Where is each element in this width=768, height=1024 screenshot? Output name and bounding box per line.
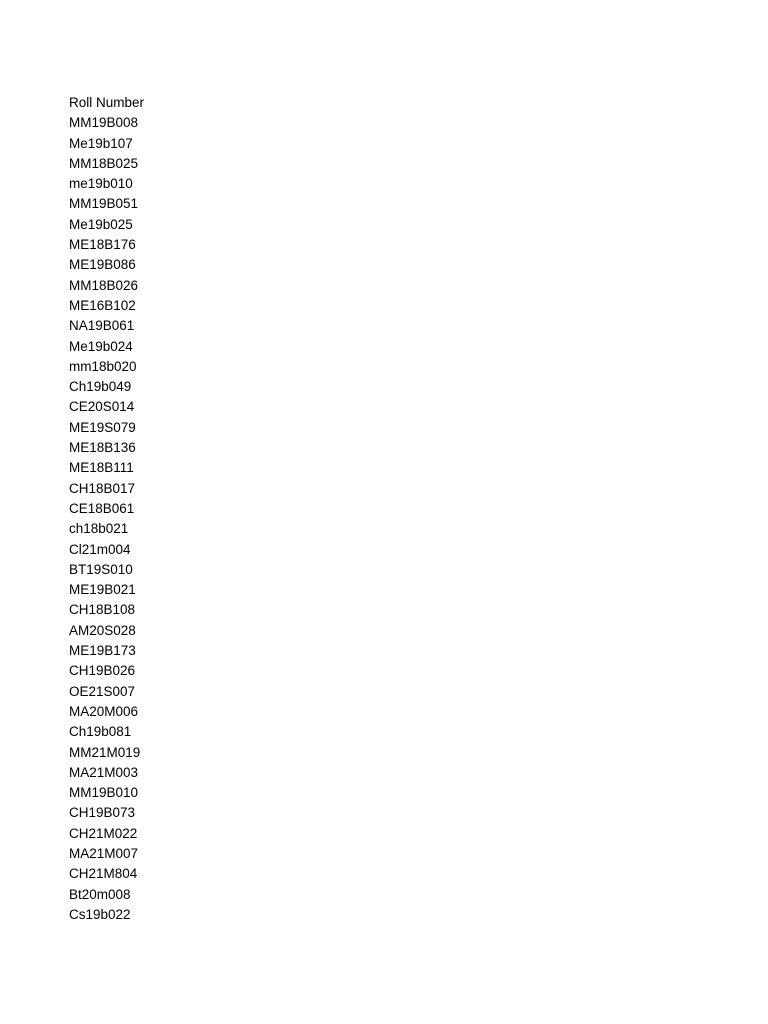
roll-number-cell: Cl21m004 bbox=[69, 541, 131, 557]
roll-number-cell: ME16B102 bbox=[69, 297, 136, 313]
column-header: Roll Number bbox=[69, 95, 145, 110]
roll-number-cell: MA20M006 bbox=[69, 703, 139, 719]
roll-number-cell: MM18B025 bbox=[69, 155, 139, 171]
roll-number-cell: me19b010 bbox=[69, 176, 133, 192]
roll-number-cell: mm18b020 bbox=[69, 358, 137, 374]
roll-number-cell: MM21M019 bbox=[69, 744, 141, 760]
roll-number-cell: ME19S079 bbox=[69, 419, 136, 435]
roll-number-cell: MA21M003 bbox=[69, 764, 139, 780]
roll-number-cell: ME18B136 bbox=[69, 440, 136, 456]
roll-number-cell: ME19B086 bbox=[69, 257, 136, 273]
roll-number-cell: CE20S014 bbox=[69, 399, 135, 415]
roll-number-cell: CH21M804 bbox=[69, 866, 138, 882]
roll-number-cell: ME19B021 bbox=[69, 582, 136, 598]
roll-number-cell: MM19B008 bbox=[69, 115, 139, 131]
roll-number-cell: ch18b021 bbox=[69, 521, 129, 537]
roll-number-cell: ME18B111 bbox=[69, 460, 134, 476]
roll-number-cell: Cs19b022 bbox=[69, 906, 131, 922]
roll-number-cell: Bt20m008 bbox=[69, 886, 131, 902]
roll-number-cell: MM19B051 bbox=[69, 196, 139, 212]
roll-number-cell: Ch19b081 bbox=[69, 724, 132, 740]
roll-number-cell: NA19B061 bbox=[69, 318, 135, 334]
roll-number-cell: MA21M007 bbox=[69, 845, 139, 861]
roll-number-cell: MM19B010 bbox=[69, 785, 139, 801]
roll-number-cell: Me19b025 bbox=[69, 216, 133, 232]
roll-number-cell: CH18B108 bbox=[69, 602, 136, 618]
roll-number-cell: MM18B026 bbox=[69, 277, 139, 293]
roll-number-column bbox=[69, 93, 144, 925]
roll-number-cell: CH21M022 bbox=[69, 825, 138, 841]
roll-number-cell: CE18B061 bbox=[69, 500, 135, 516]
roll-number-cell: ME18B176 bbox=[69, 237, 136, 253]
roll-number-cell: BT19S010 bbox=[69, 561, 133, 577]
roll-number-cell: Ch19b049 bbox=[69, 379, 132, 395]
roll-number-cell: AM20S028 bbox=[69, 622, 136, 638]
roll-number-cell: Me19b107 bbox=[69, 135, 133, 151]
roll-number-cell: OE21S007 bbox=[69, 683, 136, 699]
roll-number-cell: ME19B173 bbox=[69, 643, 136, 659]
roll-number-cell: CH19B026 bbox=[69, 663, 136, 679]
roll-number-cell: Me19b024 bbox=[69, 338, 133, 354]
roll-number-cell: CH18B017 bbox=[69, 480, 136, 496]
roll-number-cell: CH19B073 bbox=[69, 805, 136, 821]
